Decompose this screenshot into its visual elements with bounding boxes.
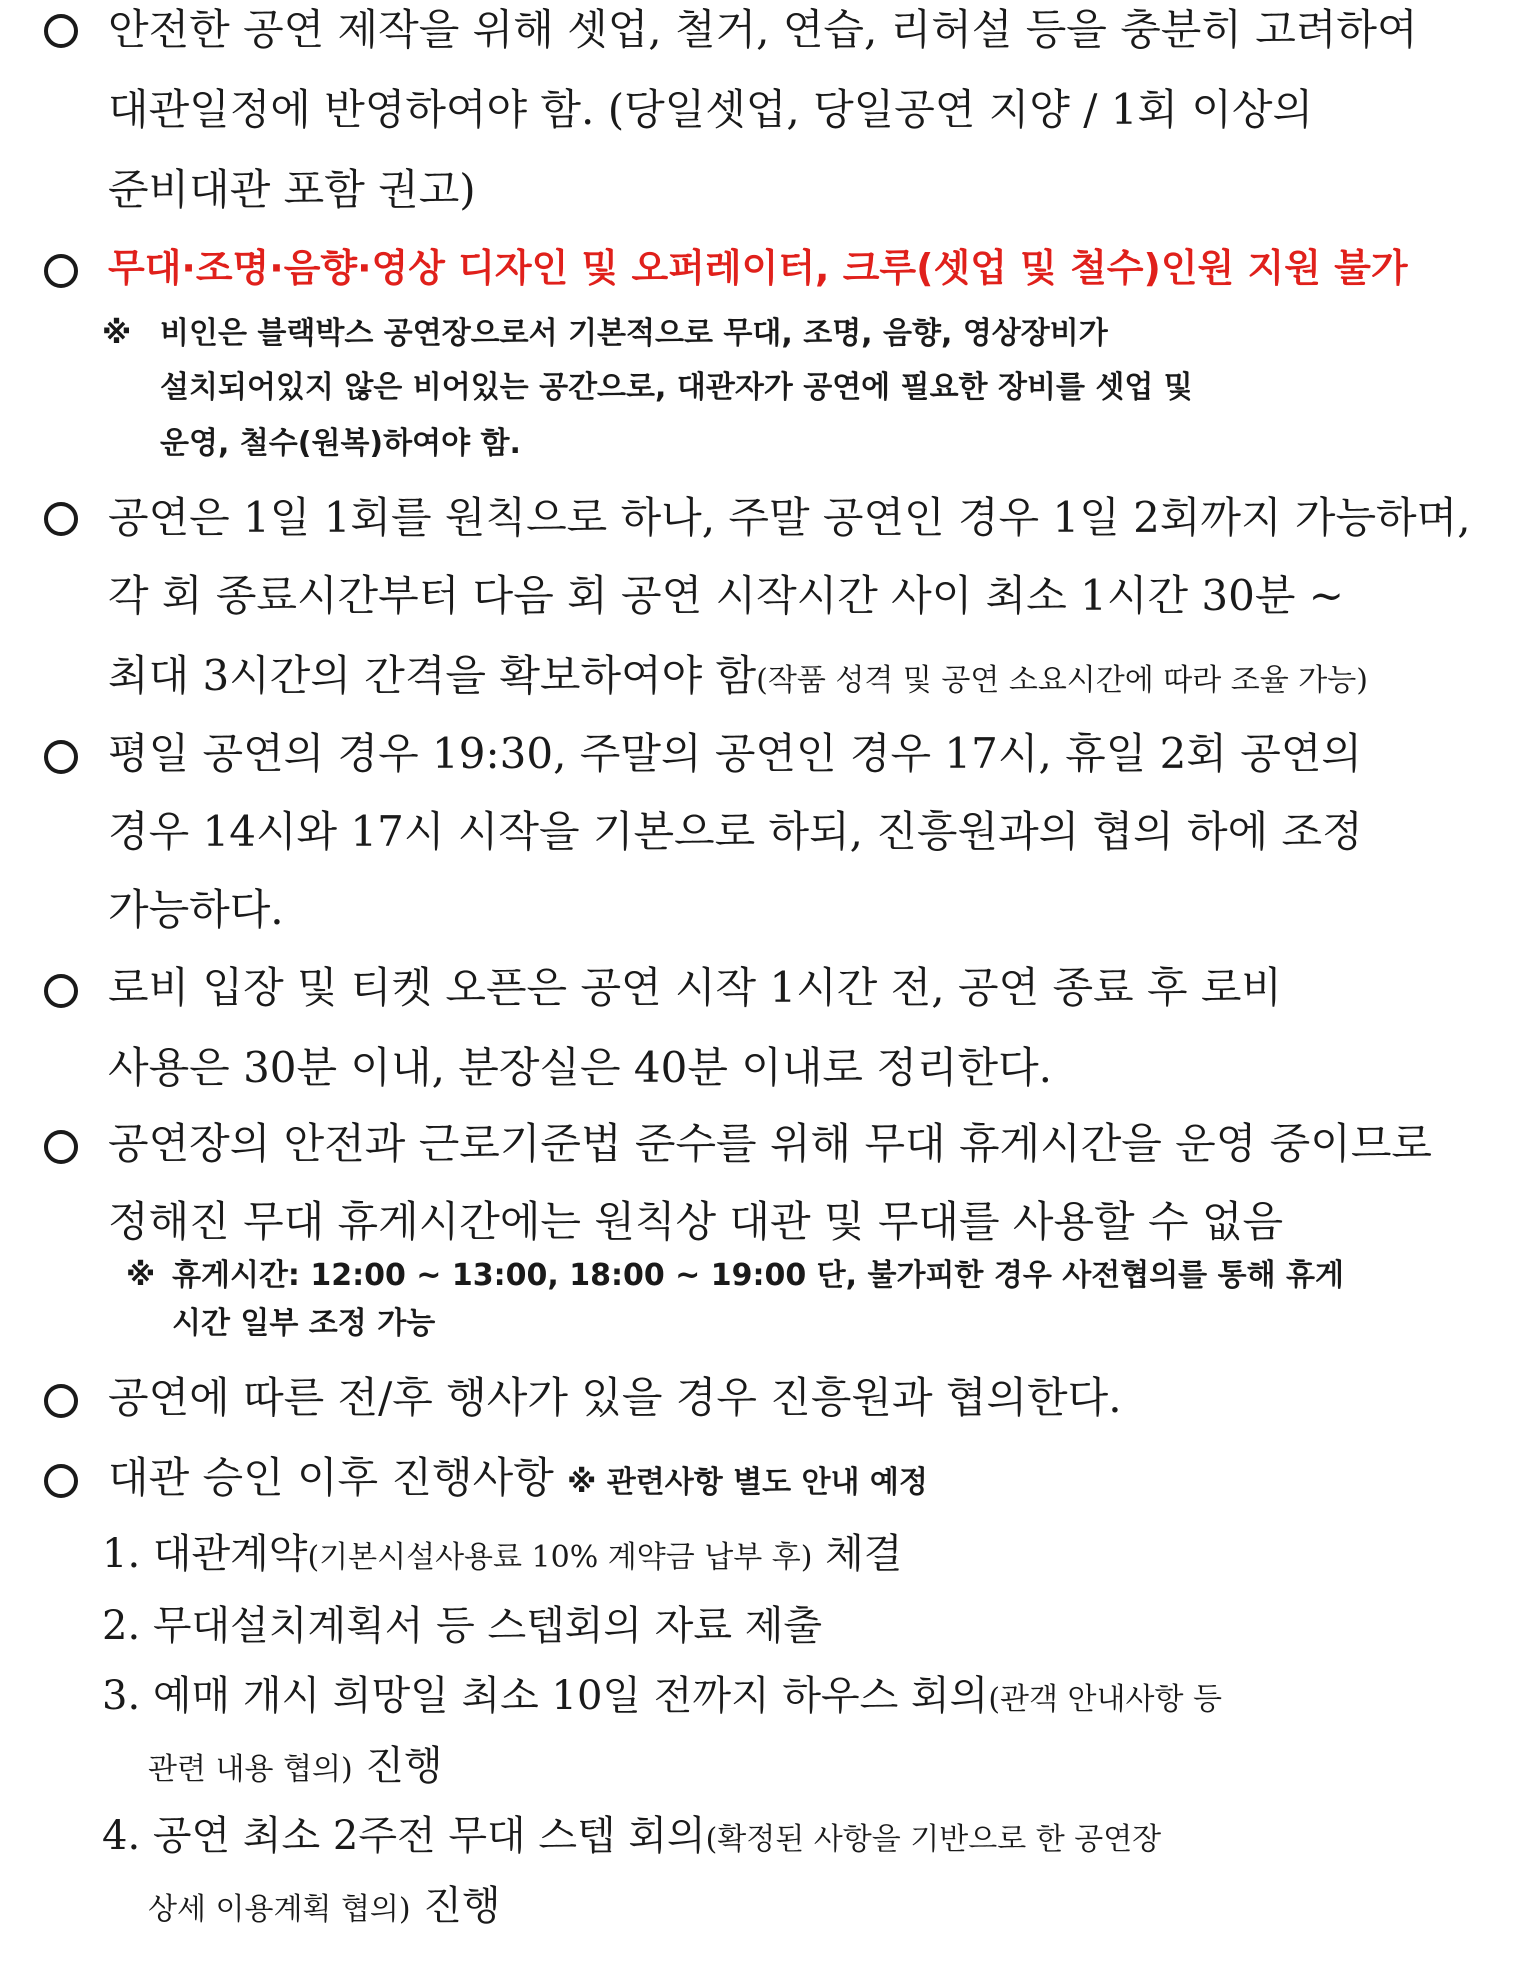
step-number: 4. bbox=[102, 1813, 141, 1859]
step-2 bbox=[102, 1596, 822, 1656]
step-number: 3. bbox=[102, 1673, 141, 1719]
step-main: 공연 최소 2주전 무대 스텝 회의 bbox=[152, 1813, 706, 1859]
step-tail: 진행 bbox=[410, 1883, 501, 1929]
bullet-circle-icon bbox=[44, 14, 78, 48]
item-4-line-2: 경우 14시와 17시 시작을 기본으로 하되, 진흥원과의 협의 하에 조정 bbox=[108, 807, 1363, 856]
bullet-circle-icon bbox=[44, 1130, 78, 1164]
step-4 bbox=[102, 1806, 1161, 1870]
item-1-line-3: 준비대관 포함 권고) bbox=[108, 165, 476, 214]
step-main: 무대설치계획서 등 스텝회의 자료 제출 bbox=[152, 1603, 822, 1649]
bullet-circle-icon bbox=[44, 502, 78, 536]
item-8-lead-line bbox=[108, 1448, 928, 1513]
item-2-note-line-1: 비인은 블랙박스 공연장으로서 기본적으로 무대, 조명, 음향, 영상장비가 bbox=[160, 316, 1108, 351]
bullet-circle-icon bbox=[44, 254, 78, 288]
step-tail: 진행 bbox=[352, 1743, 443, 1789]
step-small: (관객 안내사항 등 bbox=[988, 1682, 1222, 1717]
item-1-line-2: 대관일정에 반영하여야 함. (당일셋업, 당일공연 지양 / 1회 이상의 bbox=[108, 85, 1314, 134]
item-6-note-line-1: 휴게시간: 12:00 ~ 13:00, 18:00 ~ 19:00 단, 불가피한 경우 사전협의를 통해 휴게 bbox=[172, 1258, 1344, 1293]
step-main: 예매 개시 희망일 최소 10일 전까지 하우스 회의 bbox=[152, 1673, 989, 1719]
step-number: 1. bbox=[102, 1531, 141, 1577]
step-4-cont bbox=[148, 1876, 501, 1940]
bullet-circle-icon bbox=[44, 1464, 78, 1498]
item-8-lead: 대관 승인 이후 진행사항 bbox=[108, 1453, 554, 1502]
step-small-cont: 상세 이용계획 협의) bbox=[148, 1892, 411, 1927]
item-6-line-1: 공연장의 안전과 근로기준법 준수를 위해 무대 휴게시간을 운영 중이므로 bbox=[108, 1119, 1432, 1168]
item-2-note-line-2: 설치되어있지 않은 비어있는 공간으로, 대관자가 공연에 필요한 장비를 셋업 및 bbox=[160, 370, 1193, 405]
item-3-line-2: 각 회 종료시간부터 다음 회 공연 시작시간 사이 최소 1시간 30분 ~ bbox=[108, 571, 1344, 620]
item-3-small-note: (작품 성격 및 공연 소요시간에 따라 조율 가능) bbox=[756, 663, 1368, 698]
step-tail: 체결 bbox=[812, 1531, 903, 1577]
step-3-cont bbox=[148, 1736, 443, 1800]
note-mark-icon: ※ bbox=[102, 316, 132, 351]
step-small: (확정된 사항을 기반으로 한 공연장 bbox=[705, 1822, 1162, 1857]
item-2-red-heading: 무대·조명·음향·영상 디자인 및 오퍼레이터, 크루(셋업 및 철수)인원 지원 불가 bbox=[108, 246, 1408, 290]
item-5-line-2: 사용은 30분 이내, 분장실은 40분 이내로 정리한다. bbox=[108, 1043, 1052, 1092]
item-6-line-2: 정해진 무대 휴게시간에는 원칙상 대관 및 무대를 사용할 수 없음 bbox=[108, 1197, 1284, 1246]
step-1 bbox=[102, 1524, 902, 1588]
note-mark-icon: ※ bbox=[126, 1258, 156, 1293]
item-3-line-3 bbox=[108, 646, 1368, 711]
item-8-inline-note: ※ 관련사항 별도 안내 예정 bbox=[567, 1465, 928, 1500]
item-7-line-1: 공연에 따른 전/후 행사가 있을 경우 진흥원과 협의한다. bbox=[108, 1373, 1122, 1422]
bullet-circle-icon bbox=[44, 740, 78, 774]
item-2-note-line-3: 운영, 철수(원복)하여야 함. bbox=[160, 426, 521, 461]
item-4-line-3: 가능하다. bbox=[108, 885, 284, 934]
bullet-circle-icon bbox=[44, 1384, 78, 1418]
item-5-line-1: 로비 입장 및 티켓 오픈은 공연 시작 1시간 전, 공연 종료 후 로비 bbox=[108, 963, 1283, 1012]
step-small-cont: 관련 내용 협의) bbox=[148, 1752, 353, 1787]
item-3-line-3-main: 최대 3시간의 간격을 확보하여야 함 bbox=[108, 651, 757, 700]
step-small: (기본시설사용료 10% 계약금 납부 후) bbox=[307, 1540, 813, 1575]
item-4-line-1: 평일 공연의 경우 19:30, 주말의 공연인 경우 17시, 휴일 2회 공연의 bbox=[108, 729, 1362, 778]
step-main: 대관계약 bbox=[152, 1531, 308, 1577]
item-6-note-line-2: 시간 일부 조정 가능 bbox=[172, 1306, 436, 1341]
step-3 bbox=[102, 1666, 1222, 1730]
bullet-circle-icon bbox=[44, 974, 78, 1008]
step-number: 2. bbox=[102, 1603, 141, 1649]
item-3-line-1: 공연은 1일 1회를 원칙으로 하나, 주말 공연인 경우 1일 2회까지 가능하며, bbox=[108, 493, 1471, 542]
item-1-line-1: 안전한 공연 제작을 위해 셋업, 철거, 연습, 리허설 등을 충분히 고려하여 bbox=[108, 5, 1418, 54]
